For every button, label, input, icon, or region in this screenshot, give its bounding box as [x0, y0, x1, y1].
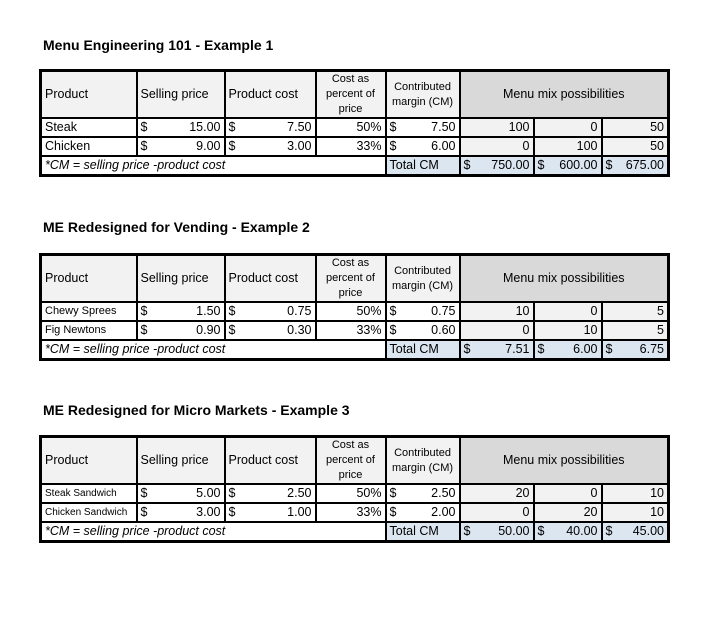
total-cm-1 [460, 522, 534, 542]
header-cost-percent: Cost as percent of price [316, 437, 386, 485]
currency-symbol: $ [140, 120, 148, 134]
mix-cell-3: 50 [602, 118, 669, 137]
currency-symbol: $ [228, 139, 236, 153]
example-3-table [39, 435, 670, 543]
footnote: *CM = selling price -product cost [41, 522, 386, 542]
header-selling-price: Selling price [137, 71, 225, 119]
total-value: 45.00 [632, 524, 664, 538]
currency-symbol: $ [228, 304, 236, 318]
header-row [41, 437, 669, 485]
total-cm-1 [460, 340, 534, 360]
currency-symbol: $ [605, 342, 613, 356]
product-name: Steak [41, 118, 137, 137]
total-value: 6.00 [573, 342, 598, 356]
product-cost-value: 0.75 [287, 304, 312, 318]
header-product-cost: Product cost [225, 255, 316, 303]
cm-value: 0.75 [431, 304, 456, 318]
mix-cell-2: 20 [534, 503, 602, 522]
header-menu-mix: Menu mix possibilities [460, 437, 669, 485]
selling-price-value: 15.00 [189, 120, 221, 134]
cost-percent-cell: 50% [316, 302, 386, 321]
currency-symbol: $ [389, 120, 397, 134]
total-cm-3 [602, 522, 669, 542]
mix-cell-3: 5 [602, 321, 669, 340]
currency-symbol: $ [228, 505, 236, 519]
product-cost-value: 2.50 [287, 486, 312, 500]
example-1-table [39, 69, 670, 177]
currency-symbol: $ [140, 505, 148, 519]
total-cm-3 [602, 340, 669, 360]
currency-symbol: $ [228, 323, 236, 337]
selling-price-value: 9.00 [196, 139, 221, 153]
currency-symbol: $ [228, 486, 236, 500]
product-cost-cell [225, 137, 316, 156]
footnote: *CM = selling price -product cost [41, 340, 386, 360]
selling-price-cell [137, 484, 225, 503]
header-product-cost: Product cost [225, 437, 316, 485]
header-product: Product [41, 71, 137, 119]
product-cost-value: 1.00 [287, 505, 312, 519]
cm-value: 0.60 [431, 323, 456, 337]
product-cost-value: 3.00 [287, 139, 312, 153]
currency-symbol: $ [140, 139, 148, 153]
header-row [41, 71, 669, 119]
cost-percent-cell: 50% [316, 118, 386, 137]
mix-cell-2: 0 [534, 302, 602, 321]
mix-cell-3: 5 [602, 302, 669, 321]
product-cost-value: 7.50 [287, 120, 312, 134]
header-contributed-margin: Contributed margin (CM) [386, 437, 460, 485]
mix-cell-1: 0 [460, 321, 534, 340]
header-selling-price: Selling price [137, 437, 225, 485]
mix-cell-2: 10 [534, 321, 602, 340]
total-value: 50.00 [498, 524, 530, 538]
table-row [41, 484, 669, 503]
selling-price-value: 1.50 [196, 304, 221, 318]
cm-value: 2.50 [431, 486, 456, 500]
total-cm-2 [534, 522, 602, 542]
table-row [41, 321, 669, 340]
product-cost-cell [225, 484, 316, 503]
cm-value: 2.00 [431, 505, 456, 519]
header-cost-percent: Cost as percent of price [316, 255, 386, 303]
mix-cell-1: 10 [460, 302, 534, 321]
cm-cell [386, 484, 460, 503]
selling-price-value: 5.00 [196, 486, 221, 500]
header-menu-mix: Menu mix possibilities [460, 71, 669, 119]
total-value: 675.00 [625, 158, 664, 172]
total-cm-2 [534, 340, 602, 360]
cm-cell [386, 302, 460, 321]
footnote: *CM = selling price -product cost [41, 156, 386, 176]
product-cost-cell [225, 118, 316, 137]
cm-value: 6.00 [431, 139, 456, 153]
header-product: Product [41, 255, 137, 303]
total-cm-1 [460, 156, 534, 176]
currency-symbol: $ [140, 323, 148, 337]
selling-price-cell [137, 321, 225, 340]
product-name: Fig Newtons [41, 321, 137, 340]
mix-cell-1: 20 [460, 484, 534, 503]
mix-cell-2: 0 [534, 118, 602, 137]
product-cost-value: 0.30 [287, 323, 312, 337]
table-row [41, 137, 669, 156]
total-row [41, 156, 669, 176]
header-contributed-margin: Contributed margin (CM) [386, 71, 460, 119]
table-row [41, 302, 669, 321]
total-row [41, 340, 669, 360]
total-value: 7.51 [505, 342, 530, 356]
example-1-title: Menu Engineering 101 - Example 1 [43, 37, 274, 53]
product-cost-cell [225, 321, 316, 340]
currency-symbol: $ [389, 323, 397, 337]
mix-cell-1: 0 [460, 137, 534, 156]
cm-value: 7.50 [431, 120, 456, 134]
total-value: 6.75 [639, 342, 664, 356]
cost-percent-cell: 33% [316, 137, 386, 156]
cm-cell [386, 503, 460, 522]
header-contributed-margin: Contributed margin (CM) [386, 255, 460, 303]
product-cost-cell [225, 302, 316, 321]
mix-cell-3: 50 [602, 137, 669, 156]
header-row [41, 255, 669, 303]
currency-symbol: $ [389, 304, 397, 318]
product-name: Steak Sandwich [41, 484, 137, 503]
currency-symbol: $ [463, 524, 471, 538]
mix-cell-1: 100 [460, 118, 534, 137]
currency-symbol: $ [537, 524, 545, 538]
mix-cell-1: 0 [460, 503, 534, 522]
cost-percent-cell: 50% [316, 484, 386, 503]
currency-symbol: $ [463, 342, 471, 356]
selling-price-cell [137, 302, 225, 321]
cost-percent-cell: 33% [316, 321, 386, 340]
currency-symbol: $ [605, 524, 613, 538]
total-value: 40.00 [566, 524, 598, 538]
selling-price-cell [137, 503, 225, 522]
currency-symbol: $ [140, 304, 148, 318]
header-menu-mix: Menu mix possibilities [460, 255, 669, 303]
selling-price-cell [137, 118, 225, 137]
table-row [41, 503, 669, 522]
currency-symbol: $ [140, 486, 148, 500]
total-value: 600.00 [559, 158, 598, 172]
cost-percent-cell: 33% [316, 503, 386, 522]
currency-symbol: $ [537, 342, 545, 356]
currency-symbol: $ [605, 158, 613, 172]
total-row [41, 522, 669, 542]
mix-cell-3: 10 [602, 503, 669, 522]
selling-price-value: 3.00 [196, 505, 221, 519]
currency-symbol: $ [389, 139, 397, 153]
total-cm-3 [602, 156, 669, 176]
cm-cell [386, 118, 460, 137]
total-value: 750.00 [491, 158, 530, 172]
currency-symbol: $ [389, 486, 397, 500]
header-cost-percent: Cost as percent of price [316, 71, 386, 119]
mix-cell-3: 10 [602, 484, 669, 503]
example-3-title: ME Redesigned for Micro Markets - Example 3 [43, 402, 350, 418]
example-2-table [39, 253, 670, 361]
currency-symbol: $ [463, 158, 471, 172]
currency-symbol: $ [389, 505, 397, 519]
product-name: Chewy Sprees [41, 302, 137, 321]
mix-cell-2: 0 [534, 484, 602, 503]
header-selling-price: Selling price [137, 255, 225, 303]
product-name: Chicken Sandwich [41, 503, 137, 522]
header-product-cost: Product cost [225, 71, 316, 119]
header-product: Product [41, 437, 137, 485]
example-2-title: ME Redesigned for Vending - Example 2 [43, 219, 310, 235]
selling-price-cell [137, 137, 225, 156]
total-cm-label: Total CM [386, 340, 460, 360]
product-name: Chicken [41, 137, 137, 156]
total-cm-label: Total CM [386, 522, 460, 542]
total-cm-label: Total CM [386, 156, 460, 176]
cm-cell [386, 137, 460, 156]
currency-symbol: $ [537, 158, 545, 172]
currency-symbol: $ [228, 120, 236, 134]
mix-cell-2: 100 [534, 137, 602, 156]
total-cm-2 [534, 156, 602, 176]
cm-cell [386, 321, 460, 340]
selling-price-value: 0.90 [196, 323, 221, 337]
table-row [41, 118, 669, 137]
product-cost-cell [225, 503, 316, 522]
